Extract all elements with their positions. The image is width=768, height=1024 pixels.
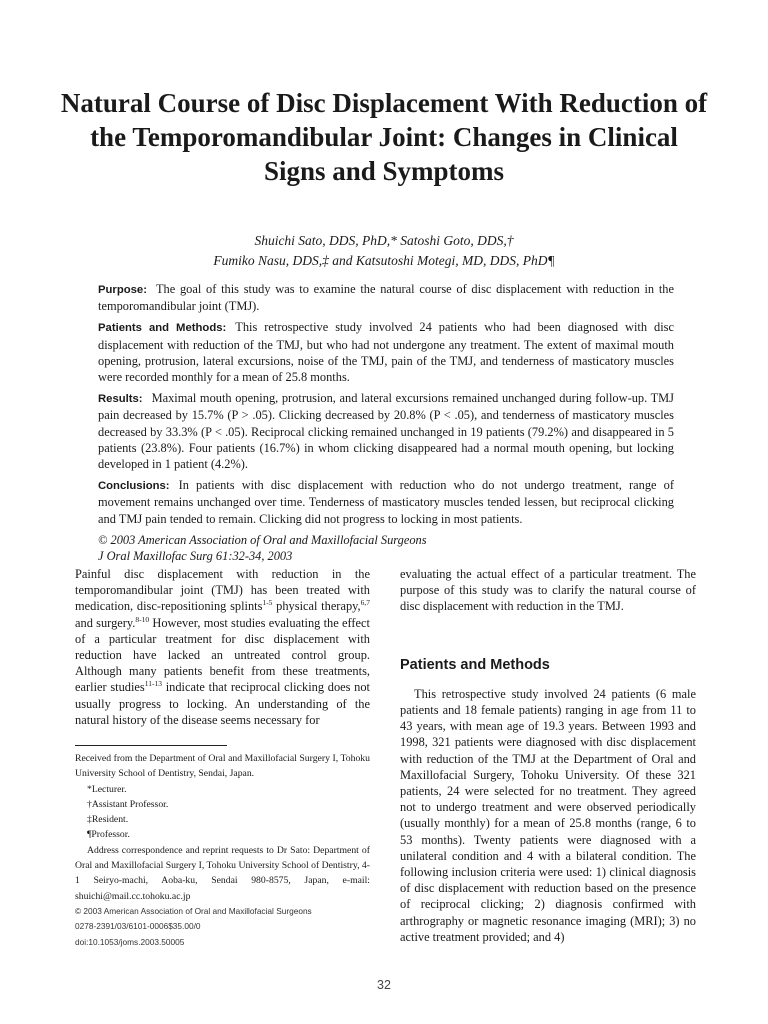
- conclusions-label: Conclusions:: [98, 480, 170, 493]
- intro-text-c: and surgery.: [75, 615, 136, 630]
- abstract-conclusions: [98, 477, 674, 527]
- footnote-lecturer: *Lecturer.: [87, 783, 127, 795]
- authors-line-1: Shuichi Sato, DDS, PhD,* Satoshi Goto, DDS,†: [254, 233, 514, 248]
- intro-text-b: physical therapy,: [272, 599, 361, 614]
- footnote-rule: [75, 745, 227, 746]
- abstract-copyright: © 2003 American Association of Oral and Maxillofacial Surgeons: [98, 532, 427, 547]
- methods-paragraph: This retrospective study involved 24 patients (6 male patients and 18 female patients) ranging in age from 11 to 43 years, with mean age of 19.3 years. Between 1993 and 1998, 321 patients were diagnosed with disc displacement with reduction of the TMJ at the Department of Oral and Maxillofacial Surgery, Tohoku University. Of these 321 patients, 24 were selected for no treatment. They agreed not to undergo treatment and were observed periodically (usually monthly) for a mean of 25.8 months (range, 6 to 53 months). Twenty patients were diagnosed with a unilateral condition and 4 with a bilateral condition. The following inclusion criteria were used: 1) clinical diagnosis of disc displacement with reduction based on the presence of reciprocal clicking; 2) diagnosis confirmed with arthrography or magnetic resonance imaging (MRI); 3) no active treatment provided; and 4): [400, 686, 696, 944]
- left-column: [75, 566, 370, 728]
- abstract-results: [98, 390, 674, 472]
- results-label: Results:: [98, 393, 143, 406]
- author-list: [60, 231, 708, 271]
- page-number: 32: [377, 978, 391, 992]
- conclusions-text: In patients with disc displacement with reduction who do not undergo treatment, range of movement remains unchanged over time. Tenderness of masticatory muscles tended lessen, but reciprocal clicking and TMJ pain tended to remain. Clicking did not progress to locking in most patients.: [98, 478, 674, 526]
- intro-continuation: evaluating the actual effect of a particular treatment. The purpose of this study was to clarify the natural course of disc displacement with reduction in the TMJ.: [400, 567, 696, 614]
- methods-label: Patients and Methods:: [98, 322, 227, 335]
- purpose-label: Purpose:: [98, 284, 147, 296]
- right-column: [400, 566, 696, 945]
- authors-line-2: Fumiko Nasu, DDS,‡ and Katsutoshi Motegi, MD, DDS, PhD¶: [213, 253, 555, 268]
- footnote-received: Received from the Department of Oral and Maxillofacial Surgery I, Tohoku University School of Dentistry, Sendai, Japan.: [75, 753, 370, 780]
- footnote-copyright: © 2003 American Association of Oral and Maxillofacial Surgeons: [75, 905, 312, 916]
- section-heading-methods: Patients and Methods: [400, 656, 550, 673]
- footnote-assistant: †Assistant Professor.: [87, 798, 169, 810]
- intro-text-d: However, most studies evaluating the effect of a particular treatment for disc displacement with reduction have lacked an untreated control group. Although many patients benefit from these treatments, earlier studies: [75, 615, 370, 695]
- ref-8-10: 8-10: [135, 614, 150, 624]
- purpose-text: The goal of this study was to examine the natural course of disc displacement with reduction in the temporomandibular joint (TMJ).: [98, 282, 674, 314]
- footnote-doi: doi:10.1053/joms.2003.50005: [75, 936, 185, 947]
- abstract: [98, 281, 674, 564]
- intro-paragraph: [75, 566, 370, 728]
- methods-text: This retrospective study involved 24 patients who had been diagnosed with disc displacement with reduction of the TMJ, but who had not undergone any treatment. The extent of maximal mouth opening, protrusion, lateral excursions, noise of the TMJ, pain of the TMJ, and tenderness of masticatory muscles were recorded monthly for a mean of 25.8 months.: [98, 320, 674, 385]
- abstract-citation: J Oral Maxillofac Surg 61:32-34, 2003: [98, 549, 293, 564]
- paper-title: Natural Course of Disc Displacement With Reduction of the Temporomandibular Joint: Changes in Clinical Signs and Symptoms: [60, 88, 708, 186]
- footnote-professor: ¶Professor.: [87, 829, 130, 841]
- abstract-purpose: [98, 281, 674, 314]
- intro-text-a: Painful disc displacement with reduction in the temporomandibular joint (TMJ) has been treated with medication, disc-repositioning splints: [75, 567, 370, 614]
- ref-11-13: 11-13: [144, 679, 162, 689]
- ref-6-7: 6,7: [360, 598, 370, 608]
- footnotes: [75, 751, 370, 950]
- footnote-address: Address correspondence and reprint requests to Dr Sato: Department of Oral and Maxillofacial Surgery I, Tohoku University School of Dentistry, 4-1 Seiryo-machi, Aoba-ku, Sendai 980-8575, Japan, e-mail: shuichi@mail.cc.tohoku.ac.jp: [75, 844, 370, 902]
- footnote-resident: ‡Resident.: [87, 814, 129, 826]
- footnote-issn: 0278-2391/03/6101-0006$35.00/0: [75, 921, 201, 932]
- results-text: Maximal mouth opening, protrusion, and lateral excursions remained unchanged during follow-up. TMJ pain decreased by 15.7% (P > .05). Clicking decreased by 20.8% (P < .05), and tenderness of masticatory muscles decreased by 33.3% (P < .05). Reciprocal clicking remained unchanged in 19 patients (79.2%) and disappeared in 5 patients (23.8%). Four patients (16.7%) in whom clicking disappeared had a normal mouth opening, but locking developed in 1 patient (4.2%).: [98, 391, 674, 472]
- ref-1-5: 1-5: [262, 598, 273, 608]
- abstract-methods: [98, 319, 674, 385]
- intro-text-e: indicate that reciprocal clicking does not usually progress to locking. An understanding of the natural history of the disease seems necessary for: [75, 680, 370, 727]
